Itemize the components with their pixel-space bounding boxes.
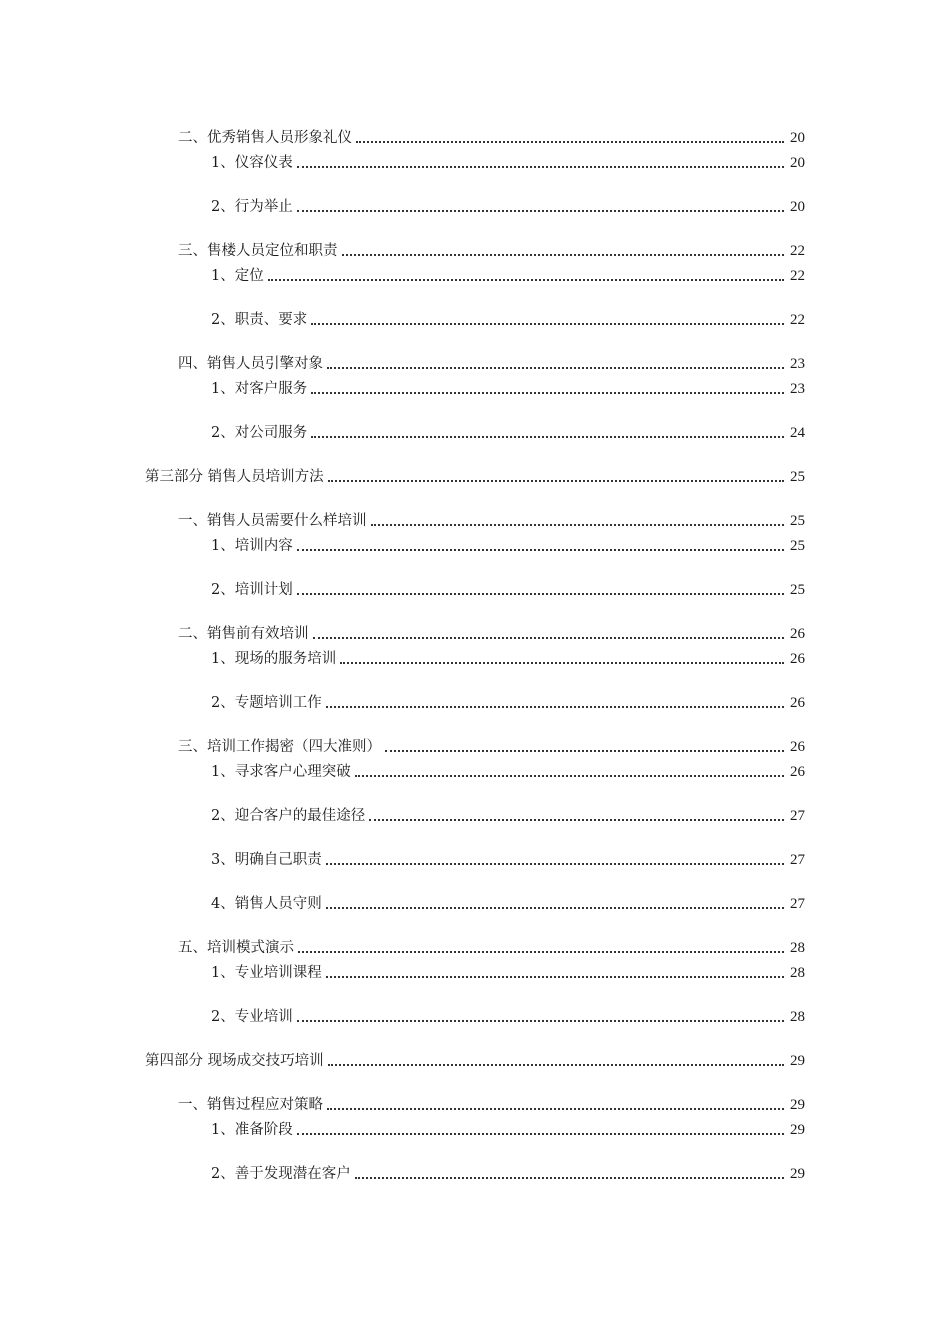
dot-leader (297, 1133, 784, 1135)
toc-entry[interactable] (211, 422, 805, 444)
toc-entry-page: 26 (790, 651, 805, 667)
dot-leader (297, 1020, 784, 1022)
toc-entry-page: 27 (790, 808, 805, 824)
toc-entry[interactable] (178, 510, 805, 532)
toc-entry-label: 第三部分 销售人员培训方法 (145, 469, 324, 485)
dot-leader (356, 141, 784, 143)
dot-leader (369, 819, 784, 821)
toc-entry[interactable] (145, 466, 805, 488)
toc-entry-page: 22 (790, 243, 805, 259)
toc-entry[interactable] (178, 1094, 805, 1116)
toc-entry[interactable] (178, 127, 805, 149)
dot-leader (298, 951, 784, 953)
dot-leader (340, 662, 784, 664)
toc-entry-label: 1、定位 (211, 268, 264, 284)
toc-entry-page: 27 (790, 896, 805, 912)
dot-leader (371, 524, 785, 526)
toc-entry[interactable] (211, 1006, 805, 1028)
toc-entry-page: 29 (790, 1166, 805, 1182)
toc-entry[interactable] (211, 1119, 805, 1141)
toc-entry-label: 1、专业培训课程 (211, 965, 322, 981)
toc-entry-label: 2、职责、要求 (211, 312, 308, 328)
toc-entry[interactable] (211, 265, 805, 287)
dot-leader (355, 1177, 784, 1179)
dot-leader (328, 1064, 784, 1066)
toc-entry-label: 2、专题培训工作 (211, 695, 322, 711)
toc-entry-label: 2、培训计划 (211, 582, 293, 598)
dot-leader (327, 1108, 784, 1110)
dot-leader (327, 367, 784, 369)
toc-entry-label: 1、现场的服务培训 (211, 651, 337, 667)
toc-entry-label: 三、售楼人员定位和职责 (178, 243, 338, 259)
dot-leader (311, 392, 784, 394)
dot-leader (385, 750, 784, 752)
toc-entry-label: 三、培训工作揭密（四大准则） (178, 739, 381, 755)
toc-entry[interactable] (211, 535, 805, 557)
toc-entry[interactable] (211, 692, 805, 714)
toc-entry-page: 28 (790, 940, 805, 956)
toc-entry-page: 25 (790, 513, 805, 529)
toc-entry-page: 23 (790, 381, 805, 397)
dot-leader (311, 323, 784, 325)
dot-leader (355, 775, 784, 777)
toc-entry[interactable] (211, 152, 805, 174)
toc-entry[interactable] (211, 1163, 805, 1185)
toc-entry-page: 20 (790, 199, 805, 215)
toc-entry[interactable] (211, 378, 805, 400)
toc-entry-label: 二、销售前有效培训 (178, 626, 309, 642)
toc-entry-label: 二、优秀销售人员形象礼仪 (178, 130, 352, 146)
toc-entry-page: 22 (790, 312, 805, 328)
toc-entry[interactable] (178, 937, 805, 959)
toc-entry-label: 1、寻求客户心理突破 (211, 764, 351, 780)
toc-entry-page: 26 (790, 764, 805, 780)
toc-entry-label: 1、仪容仪表 (211, 155, 293, 171)
toc-entry-page: 26 (790, 695, 805, 711)
toc-entry-label: 1、对客户服务 (211, 381, 308, 397)
toc-entry-label: 2、专业培训 (211, 1009, 293, 1025)
dot-leader (297, 210, 784, 212)
dot-leader (326, 976, 784, 978)
toc-entry-label: 2、行为举止 (211, 199, 293, 215)
toc-entry-page: 25 (790, 582, 805, 598)
toc-entry-label: 一、销售人员需要什么样培训 (178, 513, 367, 529)
dot-leader (311, 436, 784, 438)
toc-entry[interactable] (211, 805, 805, 827)
dot-leader (297, 166, 784, 168)
toc-entry-page: 24 (790, 425, 805, 441)
dot-leader (297, 549, 784, 551)
toc-entry-page: 26 (790, 626, 805, 642)
toc-entry[interactable] (211, 196, 805, 218)
dot-leader (342, 254, 785, 256)
toc-entry-label: 2、迎合客户的最佳途径 (211, 808, 366, 824)
toc-entry-page: 25 (790, 469, 805, 485)
toc-entry-page: 20 (790, 155, 805, 171)
toc-entry-label: 4、销售人员守则 (211, 896, 322, 912)
toc-entry-page: 23 (790, 356, 805, 372)
toc-entry[interactable] (211, 962, 805, 984)
toc-entry[interactable] (145, 1050, 805, 1072)
toc-entry-page: 20 (790, 130, 805, 146)
dot-leader (328, 480, 784, 482)
toc-entry-page: 26 (790, 739, 805, 755)
toc-entry-page: 28 (790, 965, 805, 981)
toc-entry[interactable] (178, 353, 805, 375)
dot-leader (297, 593, 784, 595)
toc-entry[interactable] (178, 623, 805, 645)
toc-entry[interactable] (178, 736, 805, 758)
toc-entry-label: 3、明确自己职责 (211, 852, 322, 868)
toc-entry-page: 27 (790, 852, 805, 868)
toc-entry-label: 2、善于发现潜在客户 (211, 1166, 351, 1182)
toc-entry-page: 29 (790, 1122, 805, 1138)
toc-entry-page: 29 (790, 1097, 805, 1113)
toc-entry[interactable] (211, 579, 805, 601)
toc-entry-page: 25 (790, 538, 805, 554)
toc-entry-label: 2、对公司服务 (211, 425, 308, 441)
dot-leader (326, 907, 784, 909)
dot-leader (326, 706, 784, 708)
toc-entry[interactable] (211, 849, 805, 871)
dot-leader (268, 279, 784, 281)
toc-entry[interactable] (211, 309, 805, 331)
toc-entry-page: 28 (790, 1009, 805, 1025)
toc-entry[interactable] (211, 893, 805, 915)
toc-entry-label: 1、准备阶段 (211, 1122, 293, 1138)
dot-leader (326, 863, 784, 865)
toc-entry[interactable] (178, 240, 805, 262)
toc-entry-label: 五、培训模式演示 (178, 940, 294, 956)
toc-entry-page: 22 (790, 268, 805, 284)
toc-entry[interactable] (211, 761, 805, 783)
toc-entry-label: 第四部分 现场成交技巧培训 (145, 1053, 324, 1069)
toc-entry-label: 四、销售人员引擎对象 (178, 356, 323, 372)
dot-leader (313, 637, 785, 639)
toc-entry-page: 29 (790, 1053, 805, 1069)
toc-entry-label: 1、培训内容 (211, 538, 293, 554)
toc-entry[interactable] (211, 648, 805, 670)
toc-entry-label: 一、销售过程应对策略 (178, 1097, 323, 1113)
